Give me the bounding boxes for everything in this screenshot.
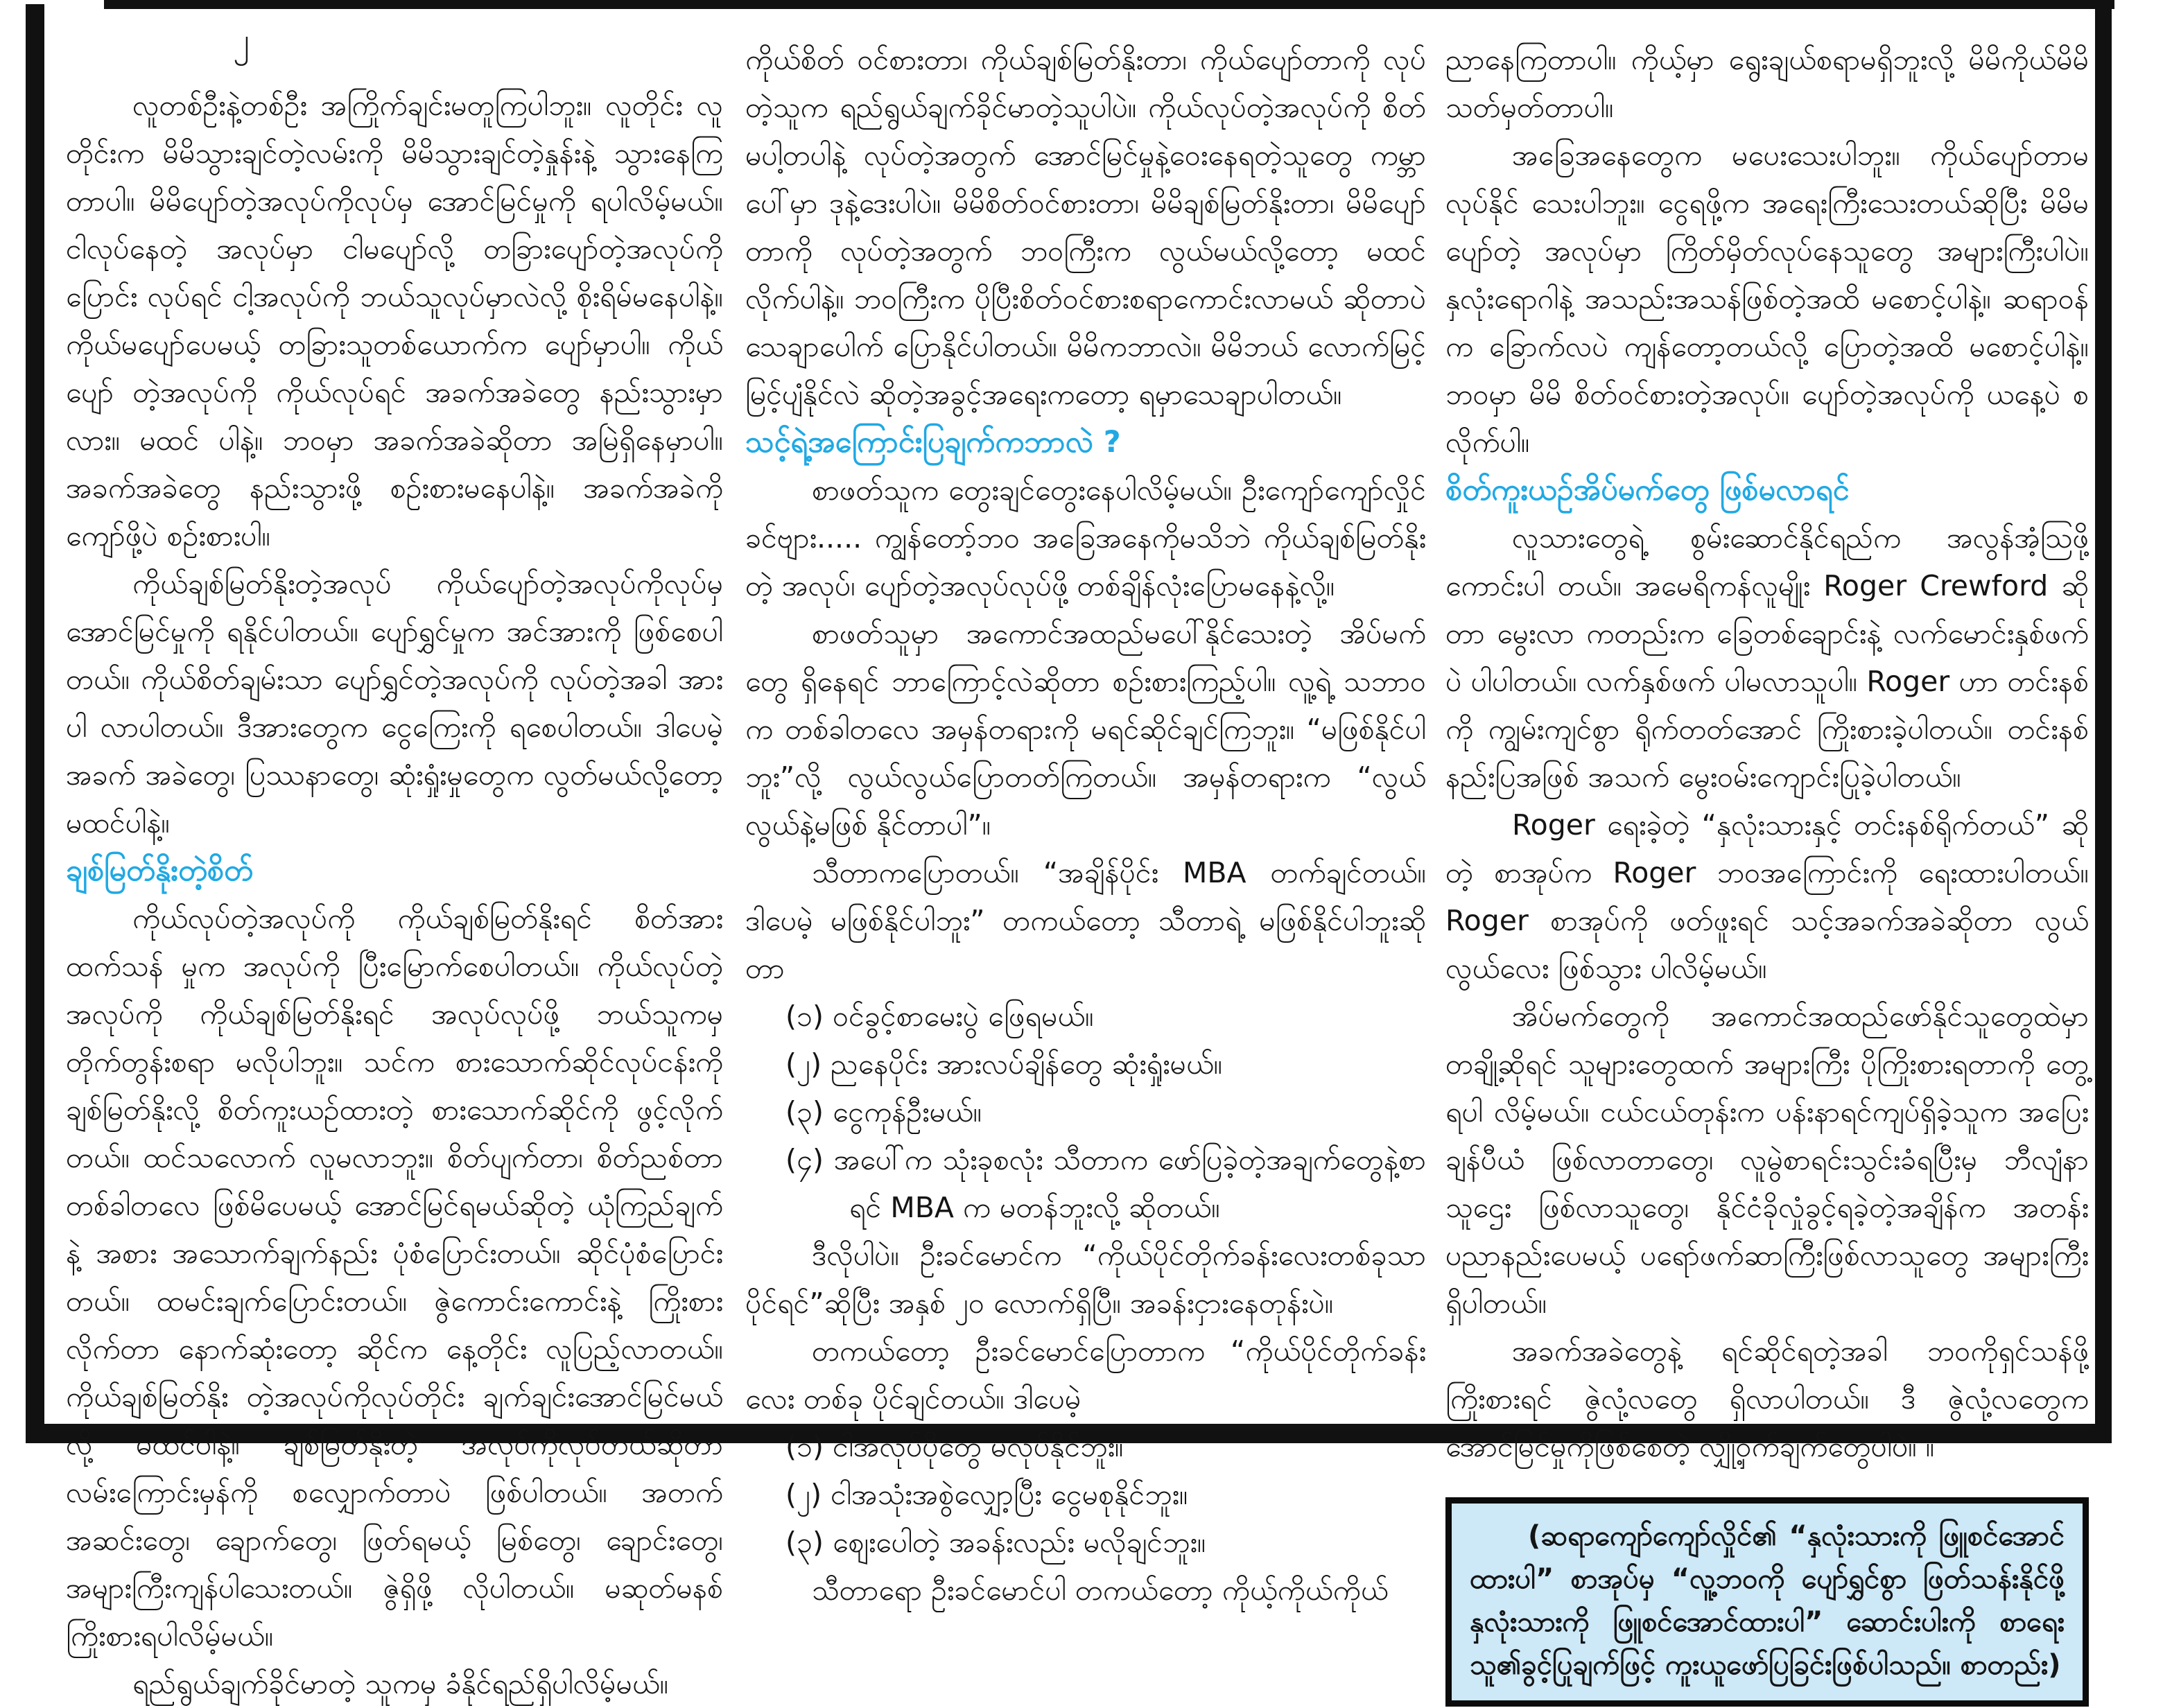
body-paragraph: ကိုယ်ချစ်မြတ်နိုးတဲ့အလုပ် ကိုယ်ပျော်တဲ့အလုပ်ကိုလုပ်မှ အောင်မြင်မှုကို ရနိုင်ပါတယ်။ ပျော်ရွှင်မှုက အင်အားကို ဖြစ်စေပါ တယ်။ ကိုယ်စိတ်ချမ်းသာ ပျော်ရွှင်တဲ့အလုပ်ကို လုပ်တဲ့အခါ အားပါ လာပါတယ်။ ဒီအားတွေက ငွေကြေးကို ရစေပါတယ်။ ဒါပေမဲ့ အခက် အခဲတွေ၊ ပြဿနာတွေ၊ ဆုံးရှုံးမှုတွေက လွတ်မယ်လို့တော့ မထင်ပါနဲ့။: [66, 567, 723, 839]
section-heading: သင့်ရဲ့အကြောင်းပြချက်ကဘာလဲ ?: [745, 425, 1121, 460]
body-paragraph: လူသားတွေရဲ့ စွမ်းဆောင်နိုင်ရည်က အလွန်အံ့သြဖို့ ကောင်းပါ တယ်။ အမေရိကန်လူမျိုး Roger Crewford ဆိုတာ မွေးလာ ကတည်းက ခြေတစ်ချောင်းနဲ့ လက်မောင်းနှစ်ဖက်ပဲ ပါပါတယ်။ လက်နှစ်ဖက် ပါမလာသူပါ။ Roger ဟာ တင်းနစ်ကို ကျွမ်းကျင်စွာ ရိုက်တတ်အောင် ကြိုးစားခဲ့ပါတယ်။ တင်းနစ်နည်းပြအဖြစ် အသက် မွေးဝမ်းကျောင်းပြုခဲ့ပါတယ်။: [1445, 521, 2089, 794]
body-paragraph: သီတာကပြောတယ်။ “အချိန်ပိုင်း MBA တက်ချင်တယ်။ ဒါပေမဲ့ မဖြစ်နိုင်ပါဘူး” တကယ်တော့ သီတာရဲ့ မဖြစ်နိုင်ပါဘူးဆိုတာ: [745, 856, 1426, 985]
text-column-right: [1445, 36, 2089, 1707]
page-border-right: [2095, 0, 2112, 1442]
body-paragraph: ရည်ရွယ်ချက်ခိုင်မာတဲ့ သူကမှ ခံနိုင်ရည်ရှိပါလိမ့်မယ်။: [132, 1667, 669, 1700]
body-paragraph: Roger ရေးခဲ့တဲ့ “နှလုံးသားနှင့် တင်းနစ်ရိုက်တယ်” ဆိုတဲ့ စာအုပ်က Roger ဘဝအကြောင်းကို ရေးထားပါတယ်။ Roger စာအုပ်ကို ဖတ်ဖူးရင် သင့်အခက်အခဲဆိုတာ လွယ်လွယ်လေး ဖြစ်သွား ပါလိမ့်မယ်။: [1445, 808, 2089, 985]
body-paragraph: အခက်အခဲတွေနဲ့ ရင်ဆိုင်ရတဲ့အခါ ဘဝကိုရှင်သန်ဖို့ကြိုးစားရင် ဇွဲလုံ့လတွေ ရှိလာပါတယ်။ ဒီ ဇွဲလုံ့လတွေက အောင်မြင်မှုကိုဖြစ်စေတဲ့ လျှို့ဝှက်ချက်တွေပါပဲ။ ။: [1445, 1334, 2089, 1463]
body-paragraph: စာဖတ်သူက တွေးချင်တွေးနေပါလိမ့်မယ်။ ဦးကျော်ကျော်လှိုင် ခင်ဗျား..... ကျွန်တော့်ဘဝ အခြေအနေကိုမသိဘဲ ကိုယ်ချစ်မြတ်နိုးတဲ့ အလုပ်၊ ပျော်တဲ့အလုပ်လုပ်ဖို့ တစ်ချိန်လုံးပြောမနေနဲ့လို့။: [745, 473, 1426, 602]
numbered-list-item: (၃) စျေးပေါတဲ့ အခန်းလည်း မလိုချင်ဘူး။: [785, 1526, 1206, 1559]
numbered-list-item: (၃) ငွေကုန်ဦးမယ်။: [785, 1095, 982, 1128]
body-paragraph: အိပ်မက်တွေကို အကောင်အထည်ဖော်နိုင်သူတွေထဲမှာ တချို့ဆိုရင် သူများတွေထက် အများကြီး ပိုကြိုးစားရတာကို တွေ့ရပါ လိမ့်မယ်။ ငယ်ငယ်တုန်းက ပန်းနာရင်ကျပ်ရှိခဲ့သူက အပြေးချန်ပီယံ ဖြစ်လာတာတွေ၊ လူမွဲစာရင်းသွင်းခံရပြီးမှ ဘီလျံနာသူဌေး ဖြစ်လာသူတွေ၊ နိုင်ငံခိုလှုံခွင့်ရခဲ့တဲ့အချိန်က အတန်းပညာနည်းပေမယ့် ပရော်ဖက်ဆာကြီးဖြစ်လာသူတွေ အများကြီးရှိပါတယ်။: [1445, 1000, 2089, 1320]
section-heading: စိတ်ကူးယဉ်အိပ်မက်တွေ ဖြစ်မလာရင်: [1445, 473, 1850, 507]
text-column-middle: [745, 36, 1426, 1614]
numbered-list-item: (၂) ငါအသုံးအစွဲလျှော့ပြီး ငွေမစုနိုင်ဘူး။: [785, 1478, 1188, 1511]
body-paragraph: ညာနေကြတာပါ။ ကိုယ့်မှာ ရွေးချယ်စရာမရှိဘူးလို့ မိမိကိုယ်မိမိ သတ်မှတ်တာပါ။: [1445, 43, 2089, 124]
body-paragraph: လူတစ်ဦးနဲ့တစ်ဦး အကြိုက်ချင်းမတူကြပါဘူး။ လူတိုင်း လူတိုင်းက မိမိသွားချင်တဲ့လမ်းကို မိမိသွားချင်တဲ့နှုန်းနဲ့ သွားနေကြ တာပါ။ မိမိပျော်တဲ့အလုပ်ကိုလုပ်မှ အောင်မြင်မှုကို ရပါလိမ့်မယ်။ ငါလုပ်နေတဲ့ အလုပ်မှာ ငါမပျော်လို့ တခြားပျော်တဲ့အလုပ်ကို ပြောင်း လုပ်ရင် ငါ့အလုပ်ကို ဘယ်သူလုပ်မှာလဲလို့ စိုးရိမ်မနေပါနဲ့။ ကိုယ်မပျော်ပေမယ့် တခြားသူတစ်ယောက်က ပျော်မှာပါ။ ကိုယ်ပျော် တဲ့အလုပ်ကို ကိုယ်လုပ်ရင် အခက်အခဲတွေ နည်းသွားမှာလား။ မထင် ပါနဲ့။ ဘဝမှာ အခက်အခဲဆိုတာ အမြဲရှိနေမှာပါ။ အခက်အခဲတွေ နည်းသွားဖို့ စဉ်းစားမနေပါနဲ့။ အခက်အခဲကို ကျော်ဖို့ပဲ စဉ်းစားပါ။: [66, 89, 723, 552]
source-attribution-box: (ဆရာကျော်ကျော်လှိုင်၏ “နှလုံးသားကို ဖြူစင်အောင်ထားပါ” စာအုပ်မှ “လူ့ဘဝကို ပျော်ရွှင်စွာ ဖြတ်သန်းနိုင်ဖို့ နှလုံးသားကို ဖြူစင်အောင်ထားပါ” ဆောင်းပါးကို စာရေးသူ၏ခွင့်ပြုချက်ဖြင့် ကူးယူဖော်ပြခြင်းဖြစ်ပါသည်။ စာတည်း): [1445, 1497, 2089, 1707]
page-number: ၂: [233, 21, 250, 60]
body-paragraph: သီတာရော ဦးခင်မောင်ပါ တကယ်တော့ ကိုယ့်ကိုယ်ကိုယ်: [812, 1574, 1389, 1607]
text-column-left: [66, 36, 723, 1708]
page-border-top: [104, 0, 2114, 9]
section-heading: ချစ်မြတ်နိုးတဲ့စိတ်: [66, 853, 253, 888]
numbered-list-item: (၁) ဝင်ခွင့်စာမေးပွဲ ဖြေရမယ်။: [785, 1000, 1094, 1033]
body-paragraph: စာဖတ်သူမှာ အကောင်အထည်မပေါ်နိုင်သေးတဲ့ အိပ်မက်တွေ ရှိနေရင် ဘာကြောင့်လဲဆိုတာ စဉ်းစားကြည့်ပါ။ လူ့ရဲ့ သဘာဝက တစ်ခါတလေ အမှန်တရားကို မရင်ဆိုင်ချင်ကြဘူး။ “မဖြစ်နိုင်ပါဘူး”လို့ လွယ်လွယ်ပြောတတ်ကြတယ်။ အမှန်တရားက “လွယ်လွယ်နဲ့မဖြစ် နိုင်တာပါ”။: [745, 617, 1426, 842]
numbered-list-item: (၁) ငါအလုပ်ပိုတွေ မလုပ်နိုင်ဘူး။: [785, 1430, 1124, 1463]
body-paragraph: ကိုယ်လုပ်တဲ့အလုပ်ကို ကိုယ်ချစ်မြတ်နိုးရင် စိတ်အားထက်သန် မှုက အလုပ်ကို ပြီးမြောက်စေပါတယ်။ ကိုယ်လုပ်တဲ့အလုပ်ကို ကိုယ်ချစ်မြတ်နိုးရင် အလုပ်လုပ်ဖို့ ဘယ်သူကမှ တိုက်တွန်းစရာ မလိုပါဘူး။ သင်က စားသောက်ဆိုင်လုပ်ငန်းကို ချစ်မြတ်နိုးလို့ စိတ်ကူးယဉ်ထားတဲ့ စားသောက်ဆိုင်ကို ဖွင့်လိုက်တယ်။ ထင်သလောက် လူမလာဘူး။ စိတ်ပျက်တာ၊ စိတ်ညစ်တာ တစ်ခါတလေ ဖြစ်မိပေမယ့် အောင်မြင်ရမယ်ဆိုတဲ့ ယုံကြည်ချက်နဲ့ အစား အသောက်ချက်နည်း ပုံစံပြောင်းတယ်။ ဆိုင်ပုံစံပြောင်းတယ်။ ထမင်းချက်ပြောင်းတယ်။ ဇွဲကောင်းကောင်းနဲ့ ကြိုးစားလိုက်တာ နောက်ဆုံးတော့ ဆိုင်က နေ့တိုင်း လူပြည့်လာတယ်။ ကိုယ်ချစ်မြတ်နိုး တဲ့အလုပ်ကိုလုပ်တိုင်း ချက်ချင်းအောင်မြင်မယ်လို့ မထင်ပါနဲ့။ ချစ်မြတ်နိုးတဲ့ အလုပ်ကိုလုပ်တယ်ဆိုတာ လမ်းကြောင်းမှန်ကို စလျှောက်တာပဲ ဖြစ်ပါတယ်။ အတက်အဆင်းတွေ၊ ချောက်တွေ၊ ဖြတ်ရမယ့် မြစ်တွေ၊ ချောင်းတွေ၊ အများကြီးကျန်ပါသေးတယ်။ ဇွဲရှိဖို့ လိုပါတယ်။ မဆုတ်မနစ်ကြိုးစားရပါလိမ့်မယ်။: [66, 902, 723, 1653]
numbered-list-item: (၂) ညနေပိုင်း အားလပ်ချိန်တွေ ဆုံးရှုံးမယ်။: [785, 1047, 1223, 1081]
body-paragraph: တကယ်တော့ ဦးခင်မောင်ပြောတာက “ကိုယ်ပိုင်တိုက်ခန်းလေး တစ်ခု ပိုင်ချင်တယ်။ ဒါပေမဲ့: [745, 1334, 1426, 1415]
page-border-left: [26, 4, 44, 1442]
body-paragraph: အခြေအနေတွေက မပေးသေးပါဘူး။ ကိုယ်ပျော်တာမလုပ်နိုင် သေးပါဘူး။ ငွေရဖို့က အရေးကြီးသေးတယ်ဆိုပြီး မိမိမပျော်တဲ့ အလုပ်မှာ ကြိတ်မှိတ်လုပ်နေသူတွေ အများကြီးပါပဲ။ နှလုံးရောဂါနဲ့ အသည်းအသန်ဖြစ်တဲ့အထိ မစောင့်ပါနဲ့။ ဆရာဝန်က ခြောက်လပဲ ကျန်တော့တယ်လို့ ပြောတဲ့အထိ မစောင့်ပါနဲ့။ ဘဝမှာ မိမိ စိတ်ဝင်စားတဲ့အလုပ်။ ပျော်တဲ့အလုပ်ကို ယနေ့ပဲ စလိုက်ပါ။: [1445, 139, 2089, 459]
body-paragraph: ကိုယ်စိတ် ဝင်စားတာ၊ ကိုယ်ချစ်မြတ်နိုးတာ၊ ကိုယ်ပျော်တာကို လုပ်တဲ့သူက ရည်ရွယ်ချက်ခိုင်မာတဲ့သူပါပဲ။ ကိုယ်လုပ်တဲ့အလုပ်ကို စိတ်မပါ့တပါနဲ့ လုပ်တဲ့အတွက် အောင်မြင်မှုနဲ့ဝေးနေရတဲ့သူတွေ ကမ္ဘာပေါ်မှာ ဒုနဲ့ဒေးပါပဲ။ မိမိစိတ်ဝင်စားတာ၊ မိမိချစ်မြတ်နိုးတာ၊ မိမိပျော်တာကို လုပ်တဲ့အတွက် ဘဝကြီးက လွယ်မယ်လို့တော့ မထင်လိုက်ပါနဲ့။ ဘဝကြီးက ပိုပြီးစိတ်ဝင်စားစရာကောင်းလာမယ် ဆိုတာပဲ သေချာပေါက် ပြောနိုင်ပါတယ်။ မိမိကဘာလဲ။ မိမိဘယ် လောက်မြင့်မြင့်ပျံနိုင်လဲ ဆိုတဲ့အခွင့်အရေးကတော့ ရမှာသေချာပါတယ်။: [745, 43, 1426, 411]
numbered-list-item: (၄) အပေါ်က သုံးခုစလုံး သီတာက ဖော်ပြခဲ့တဲ့အချက်တွေနဲ့စာရင် MBA က မတန်ဘူးလို့ ဆိုတယ်။: [785, 1143, 1426, 1224]
body-paragraph: ဒီလိုပါပဲ။ ဦးခင်မောင်က “ကိုယ်ပိုင်တိုက်ခန်းလေးတစ်ခုသာ ပိုင်ရင်”ဆိုပြီး အနှစ် ၂၀ လောက်ရှိပြီ။ အခန်းငှားနေတုန်းပဲ။: [745, 1239, 1426, 1320]
